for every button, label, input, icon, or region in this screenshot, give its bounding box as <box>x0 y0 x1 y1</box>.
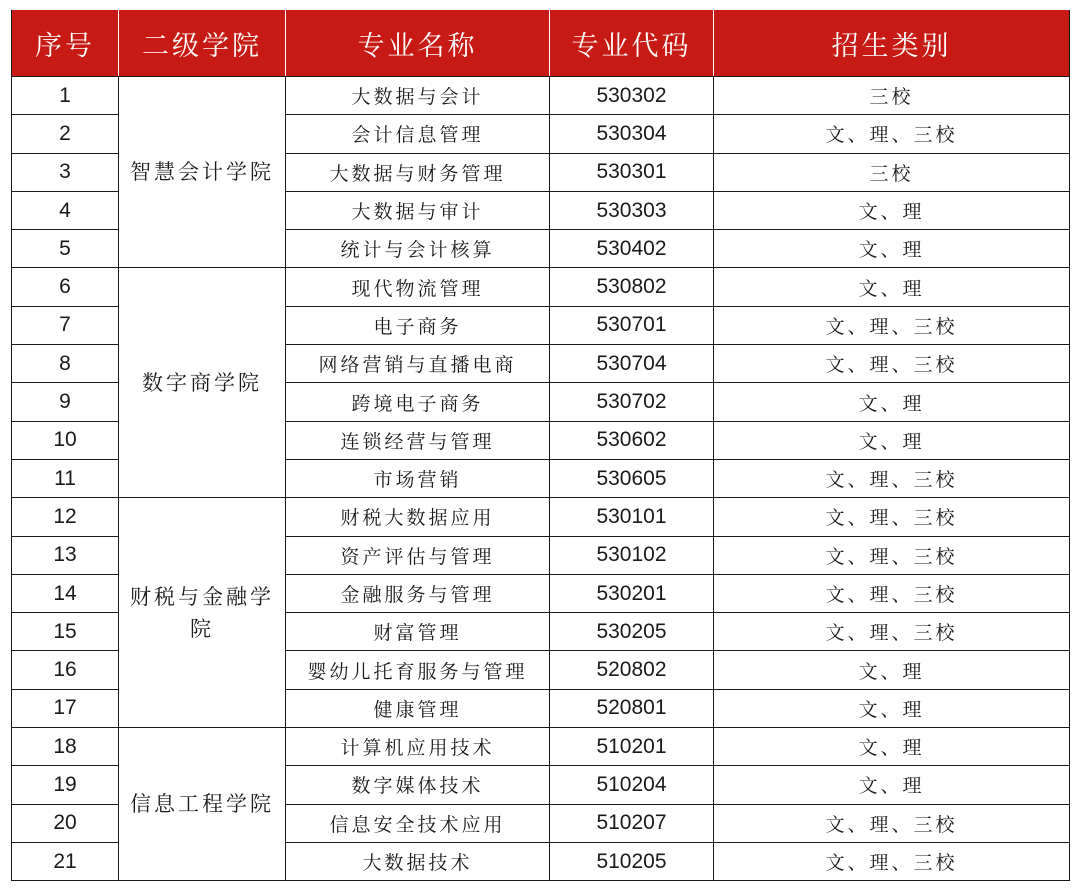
row-index-cell: 19 <box>12 766 119 804</box>
major-name-cell: 会计信息管理 <box>286 115 550 153</box>
category-cell: 文、理 <box>714 383 1070 421</box>
category-cell: 文、理、三校 <box>714 498 1070 536</box>
table-row <box>12 498 1070 536</box>
category-cell: 文、理 <box>714 689 1070 727</box>
major-name-cell: 信息安全技术应用 <box>286 804 550 842</box>
major-name-cell: 大数据技术 <box>286 842 550 880</box>
major-code-cell: 530201 <box>550 574 714 612</box>
college-cell: 信息工程学院 <box>119 728 286 881</box>
major-code-cell: 510201 <box>550 728 714 766</box>
category-cell: 文、理、三校 <box>714 115 1070 153</box>
major-code-cell: 530802 <box>550 268 714 306</box>
row-index-cell: 17 <box>12 689 119 727</box>
row-index-cell: 15 <box>12 613 119 651</box>
category-cell: 文、理 <box>714 268 1070 306</box>
major-name-cell: 财富管理 <box>286 613 550 651</box>
major-name-cell: 大数据与会计 <box>286 77 550 115</box>
major-code-cell: 530102 <box>550 536 714 574</box>
major-name-cell: 网络营销与直播电商 <box>286 345 550 383</box>
college-cell: 数字商学院 <box>119 268 286 498</box>
major-name-cell: 计算机应用技术 <box>286 728 550 766</box>
row-index-cell: 4 <box>12 191 119 229</box>
major-name-cell: 现代物流管理 <box>286 268 550 306</box>
row-index-cell: 5 <box>12 230 119 268</box>
row-index-cell: 2 <box>12 115 119 153</box>
category-cell: 文、理 <box>714 651 1070 689</box>
category-cell: 文、理、三校 <box>714 459 1070 497</box>
row-index-cell: 11 <box>12 459 119 497</box>
major-name-cell: 健康管理 <box>286 689 550 727</box>
row-index-cell: 13 <box>12 536 119 574</box>
category-cell: 文、理、三校 <box>714 842 1070 880</box>
major-code-cell: 510204 <box>550 766 714 804</box>
category-cell: 文、理、三校 <box>714 306 1070 344</box>
category-cell: 文、理、三校 <box>714 574 1070 612</box>
category-cell: 三校 <box>714 153 1070 191</box>
row-index-cell: 12 <box>12 498 119 536</box>
row-index-cell: 6 <box>12 268 119 306</box>
row-index-cell: 9 <box>12 383 119 421</box>
major-code-cell: 530704 <box>550 345 714 383</box>
row-index-cell: 18 <box>12 728 119 766</box>
major-code-cell: 530304 <box>550 115 714 153</box>
category-cell: 文、理 <box>714 191 1070 229</box>
table-row <box>12 268 1070 306</box>
category-cell: 文、理、三校 <box>714 804 1070 842</box>
major-code-cell: 530302 <box>550 77 714 115</box>
row-index-cell: 20 <box>12 804 119 842</box>
table-body <box>12 77 1070 881</box>
major-name-cell: 统计与会计核算 <box>286 230 550 268</box>
header-row <box>12 10 1070 77</box>
table-row <box>12 77 1070 115</box>
header-college: 二级学院 <box>119 10 286 77</box>
major-code-cell: 530303 <box>550 191 714 229</box>
major-name-cell: 婴幼儿托育服务与管理 <box>286 651 550 689</box>
major-name-cell: 连锁经营与管理 <box>286 421 550 459</box>
major-code-cell: 530301 <box>550 153 714 191</box>
category-cell: 文、理 <box>714 728 1070 766</box>
category-cell: 文、理 <box>714 421 1070 459</box>
major-name-cell: 财税大数据应用 <box>286 498 550 536</box>
category-cell: 文、理、三校 <box>714 536 1070 574</box>
major-code-cell: 520801 <box>550 689 714 727</box>
category-cell: 文、理、三校 <box>714 613 1070 651</box>
major-code-cell: 530205 <box>550 613 714 651</box>
header-major-name: 专业名称 <box>286 10 550 77</box>
major-code-cell: 510205 <box>550 842 714 880</box>
major-code-cell: 530702 <box>550 383 714 421</box>
major-code-cell: 510207 <box>550 804 714 842</box>
major-code-cell: 530602 <box>550 421 714 459</box>
major-name-cell: 金融服务与管理 <box>286 574 550 612</box>
category-cell: 文、理、三校 <box>714 345 1070 383</box>
major-name-cell: 数字媒体技术 <box>286 766 550 804</box>
major-code-cell: 530605 <box>550 459 714 497</box>
category-cell: 文、理 <box>714 766 1070 804</box>
college-cell: 智慧会计学院 <box>119 77 286 268</box>
major-name-cell: 市场营销 <box>286 459 550 497</box>
college-cell: 财税与金融学院 <box>119 498 286 728</box>
major-code-cell: 530402 <box>550 230 714 268</box>
major-name-cell: 大数据与审计 <box>286 191 550 229</box>
header-major-code: 专业代码 <box>550 10 714 77</box>
major-name-cell: 跨境电子商务 <box>286 383 550 421</box>
row-index-cell: 7 <box>12 306 119 344</box>
major-code-cell: 530101 <box>550 498 714 536</box>
major-name-cell: 大数据与财务管理 <box>286 153 550 191</box>
major-name-cell: 电子商务 <box>286 306 550 344</box>
table-header <box>12 10 1070 77</box>
row-index-cell: 10 <box>12 421 119 459</box>
row-index-cell: 16 <box>12 651 119 689</box>
majors-table <box>11 10 1070 881</box>
row-index-cell: 14 <box>12 574 119 612</box>
category-cell: 文、理 <box>714 230 1070 268</box>
header-index: 序号 <box>12 10 119 77</box>
table-row <box>12 728 1070 766</box>
row-index-cell: 3 <box>12 153 119 191</box>
major-code-cell: 520802 <box>550 651 714 689</box>
major-code-cell: 530701 <box>550 306 714 344</box>
row-index-cell: 8 <box>12 345 119 383</box>
major-name-cell: 资产评估与管理 <box>286 536 550 574</box>
category-cell: 三校 <box>714 77 1070 115</box>
row-index-cell: 1 <box>12 77 119 115</box>
header-category: 招生类别 <box>714 10 1070 77</box>
row-index-cell: 21 <box>12 842 119 880</box>
